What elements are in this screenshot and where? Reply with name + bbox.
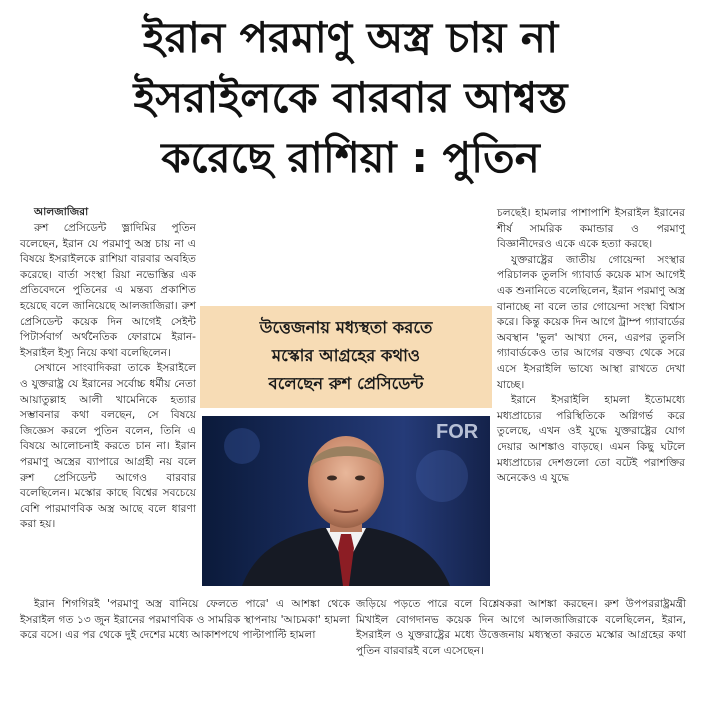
left-paragraph-2: সেখানে সাংবাদিকরা তাকে ইসরাইলে ও যুক্তরাষ্ট্র যে ইরানের সর্বোচ্চ ধর্মীয় নেতা আয়াতুল্লাহ আলী খামেনিকে হত্যার সম্ভাবনার কথা বলছেন, সে বিষয়ে জিজ্ঞেস করলে পুতিন বলেন, তিনি এ বিষয়ে আলোচনাই করতে চান না। ইরান পরমাণু অস্ত্রের ব্যাপারে আগ্রহী নয় বলে রুশ প্রেসিডেন্ট আগেও বারবার বলেছিলেন। মস্কোর কাছে বিশ্বের সবচেয়ে বেশি পারমাণবিক অস্ত্র আছে বলে ধারণা করা হয়। (20, 362, 196, 531)
right-column-bottom (356, 597, 686, 659)
right-paragraph-4: জড়িয়ে পড়তে পারে বলে বিশ্লেষকরা আশঙ্কা করছেন। রুশ উপপররাষ্ট্রমন্ত্রী মিখাইল বোগদানভ কয়েক দিন আগে আলজাজিরাকে বলেছিলেন, ইরান, ইসরাইল ও যুক্তরাষ্ট্রের মধ্যে উত্তেজনায় মধ্যস্থতা করতে মস্কোর আগ্রহের কথা পুতিন বারবারই বলে এসেছেন। (356, 598, 686, 657)
right-paragraph-3: ইরানে ইসরাইলি হামলা ইতোমধ্যে মধ্যপ্রাচ্যের পরিস্থিতিকে অগ্নিগর্ভ করে তুলেছে, এখন ওই যুদ্ধে যুক্তরাষ্ট্রের যোগ দেয়ার আশঙ্কাও বাড়ছে। এমন কিছু ঘটলে মধ্যপ্রাচ্যের দেশগুলো তো বটেই পরাশক্তির অনেকেও এ যুদ্ধে (497, 394, 685, 485)
putin-photo (202, 416, 490, 586)
pull-quote-line-1: উত্তেজনায় মধ্যস্থতা করতে (259, 318, 433, 337)
headline-line-1: ইরান পরমাণু অস্ত্র চায় না (142, 13, 559, 62)
pull-quote (200, 306, 492, 408)
left-column-top (20, 205, 350, 221)
byline: আলজাজিরা (34, 206, 89, 218)
left-paragraph-3: ইরান শিগগিরই 'পরমাণু অস্ত্র বানিয়ে ফেলতে পারে' এ আশঙ্কা থেকে ইসরাইল গত ১৩ জুন ইরানের পরমাণবিক ও সামরিক স্থাপনায় 'আচমকা' হামলা করে বসে। এর পর থেকে দুই দেশের মধ্যে আকাশপথে পাল্টাপাল্টি হামলা (20, 598, 350, 642)
pull-quote-line-2: মস্কোর আগ্রহের কথাও (271, 346, 421, 365)
backdrop-text: FOR (436, 421, 479, 443)
pull-quote-line-3: বলেছেন রুশ প্রেসিডেন্ট (268, 374, 424, 393)
headline-line-3: করেছে রাশিয়া : পুতিন (161, 133, 540, 182)
headline-line-2: ইসরাইলকে বারবার আশ্বস্ত (133, 73, 568, 122)
right-paragraph-1: চলছেই। হামলার পাশাপাশি ইসরাইল ইরানের শীর্ষ সামরিক কমান্ডার ও পরমাণু বিজ্ঞানীদেরও একে একে হত্যা করছে। (497, 207, 685, 251)
left-column-bottom (20, 597, 350, 644)
right-paragraph-2: যুক্তরাষ্ট্রের জাতীয় গোয়েন্দা সংস্থার পরিচালক তুলসি গ্যাবার্ড কয়েক মাস আগেই এক শুনানিতে বলেছিলেন, ইরান পরমাণু অস্ত্র বানাচ্ছে না বলে তার গোয়েন্দা সংস্থা বিশ্বাস করে। কিন্তু কয়েক দিন আগে ট্রাম্প গ্যাবার্ডের অবস্থান 'ভুল' আখ্যা দেন, এরপর তুলসি গ্যাবার্ডকেও তার আগের বক্তব্য থেকে সরে এসে ইসরাইলি ভাষ্যে আস্থা রাখতে দেখা যাচ্ছে। (497, 253, 685, 391)
right-column (497, 206, 685, 487)
left-column-narrow (20, 221, 196, 533)
portrait-illustration (202, 416, 490, 586)
left-paragraph-1: রুশ প্রেসিডেন্ট ভ্লাদিমির পুতিন বলেছেন, ইরান যে পরমাণু অস্ত্র চায় না এ বিষয়ে ইসরাইলকে রাশিয়া বারবার অবহিত করেছে। বার্তা সংস্থা রিয়া নভোস্তির এক প্রতিবেদনে পুতিনের এ মন্তব্য প্রকাশিত হয়েছে বলে জানিয়েছে আলজাজিরা। রুশ প্রেসিডেন্ট কয়েক দিন আগেই সেইন্ট পিটার্সবার্গ অর্থনৈতিক ফোরামে ইরান-ইসরাইল ইস্যু নিয়ে কথা বলেছিলেন। (20, 222, 196, 359)
